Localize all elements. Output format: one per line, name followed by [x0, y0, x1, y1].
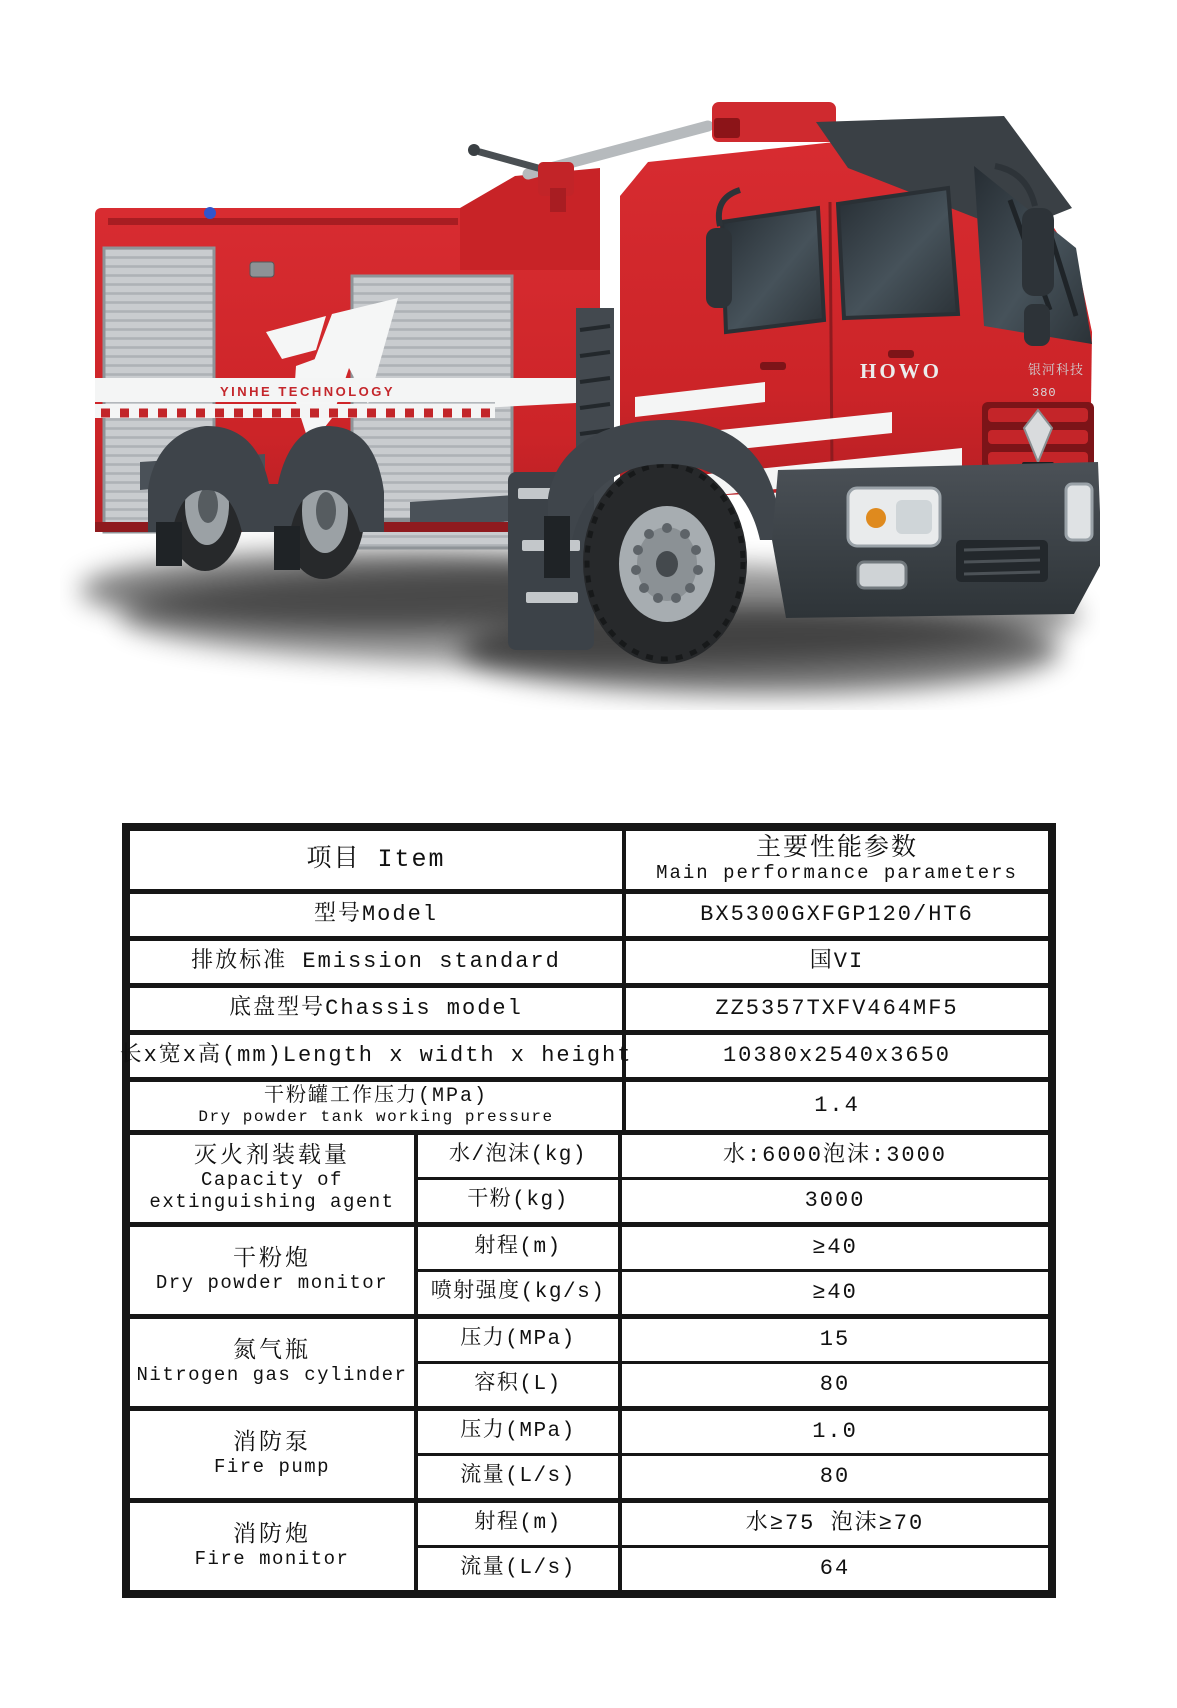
turn-signal-icon — [866, 508, 886, 528]
sub-label: 射程(m) — [418, 1227, 622, 1269]
row-value: 国VI — [809, 949, 865, 975]
row-value: BX5300GXFGP120/HT6 — [700, 902, 974, 928]
sub-value: 水≥75 泡沫≥70 — [745, 1511, 925, 1537]
checker-stripe — [95, 404, 495, 418]
group-label-en: Fire monitor — [194, 1547, 350, 1570]
header-parameters — [626, 831, 1048, 889]
group-label — [130, 1227, 418, 1314]
sub-label: 射程(m) — [418, 1503, 622, 1545]
sub-label: 流量(L/s) — [418, 1548, 622, 1590]
group-label — [130, 1411, 418, 1498]
group-dry-powder-monitor — [130, 1222, 1048, 1314]
wide-angle-mirror-icon — [1024, 304, 1050, 346]
sub-label: 流量(L/s) — [418, 1456, 622, 1498]
sub-row-pressure — [418, 1411, 1048, 1453]
row-label-en: Dry powder tank working pressure — [198, 1108, 554, 1127]
crew-door-window — [722, 208, 824, 332]
beacon-lens-icon — [714, 118, 740, 138]
tank-front-slope — [460, 168, 600, 270]
sub-value: 水:6000泡沫:3000 — [722, 1143, 948, 1169]
row-dimensions — [119, 1030, 1048, 1077]
front-brand-text: 银河科技 — [1028, 363, 1085, 378]
row-value: 1.4 — [814, 1093, 860, 1119]
row-chassis-model — [130, 983, 1048, 1030]
sub-value: 80 — [819, 1372, 851, 1398]
left-mirror-icon — [706, 228, 732, 308]
howo-badge: HOWO — [860, 359, 943, 383]
sub-label: 喷射强度(kg/s) — [418, 1272, 622, 1314]
sub-value: 80 — [819, 1464, 851, 1490]
row-label — [130, 1082, 626, 1130]
group-label-cn: 干粉炮 — [233, 1246, 311, 1273]
row-label: 长x宽x高(mm)Length x width x height — [130, 1035, 626, 1077]
group-label-en: Capacity of extinguishing agent — [149, 1168, 395, 1213]
row-emission-standard — [130, 936, 1048, 983]
header-param-en: Main performance parameters — [656, 862, 1018, 885]
front-bumper — [772, 462, 1100, 618]
row-label: 排放标准 Emission standard — [130, 941, 626, 983]
row-model — [130, 889, 1048, 936]
blue-beacon-icon — [204, 207, 216, 219]
row-label-cn: 干粉罐工作压力(MPa) — [263, 1085, 488, 1109]
sub-value: 64 — [819, 1556, 851, 1582]
row-label: 型号Model — [130, 894, 626, 936]
row-tank-pressure — [130, 1077, 1048, 1130]
group-label-cn: 灭火剂装载量 — [194, 1143, 350, 1170]
door-handle — [888, 350, 914, 358]
sub-label: 容积(L) — [418, 1364, 622, 1406]
group-nitrogen-cylinder — [130, 1314, 1048, 1406]
sub-row-flow — [418, 1545, 1048, 1590]
group-fire-pump — [130, 1406, 1048, 1498]
mud-flap — [156, 522, 182, 566]
table-header-row — [130, 831, 1048, 889]
group-label — [130, 1135, 418, 1222]
group-fire-monitor — [130, 1498, 1048, 1590]
tank-top-rail — [108, 218, 458, 225]
sub-label: 干粉(kg) — [418, 1180, 622, 1222]
sub-row-volume — [418, 1361, 1048, 1406]
group-label-cn: 消防泵 — [233, 1430, 311, 1457]
group-label-cn: 消防炮 — [233, 1522, 311, 1549]
sub-label: 水/泡沫(kg) — [418, 1135, 622, 1177]
work-light-icon — [250, 262, 274, 277]
sub-value: 3000 — [804, 1188, 866, 1214]
group-label-cn: 氮气瓶 — [233, 1338, 311, 1365]
fire-truck-photo — [60, 70, 1100, 710]
group-label — [130, 1319, 418, 1406]
group-label-en: Fire pump — [213, 1455, 331, 1478]
sub-label: 压力(MPa) — [418, 1411, 622, 1453]
header-param-cn: 主要性能参数 — [755, 833, 918, 863]
sub-row-pressure — [418, 1319, 1048, 1361]
row-value: 10380x2540x3650 — [722, 1043, 952, 1069]
group-label-en: Nitrogen gas cylinder — [136, 1363, 408, 1386]
sub-value: ≥40 — [812, 1280, 858, 1306]
mud-flap — [274, 526, 300, 570]
sub-row-range — [418, 1503, 1048, 1545]
sub-row-injection-intensity — [418, 1269, 1048, 1314]
sub-row-dry-powder — [418, 1177, 1048, 1222]
group-label — [130, 1503, 418, 1590]
sub-value: 1.0 — [812, 1419, 858, 1445]
sub-label: 压力(MPa) — [418, 1319, 622, 1361]
group-label-en: Dry powder monitor — [155, 1271, 389, 1294]
driver-door-window — [838, 188, 958, 318]
main-mirror-icon — [1022, 208, 1054, 296]
sub-row-water-foam — [418, 1135, 1048, 1177]
fog-light-icon — [858, 562, 906, 588]
row-value: ZZ5357TXFV464MF5 — [715, 996, 959, 1022]
fire-truck-svg — [60, 70, 1100, 710]
headlight-right-icon — [1066, 484, 1092, 540]
door-handle — [760, 362, 786, 370]
row-label: 底盘型号Chassis model — [130, 988, 626, 1030]
sub-value: 15 — [819, 1327, 851, 1353]
header-item: 项目 Item — [130, 831, 626, 889]
sub-value: ≥40 — [812, 1235, 858, 1261]
front-model-badge: 380 — [1032, 386, 1057, 400]
sub-row-flow — [418, 1453, 1048, 1498]
group-extinguishing-capacity — [130, 1130, 1048, 1222]
body-logo-text: YINHE TECHNOLOGY — [220, 384, 396, 399]
sub-row-range — [418, 1227, 1048, 1269]
spec-table — [119, 823, 1056, 1598]
front-mud-flap — [544, 516, 570, 578]
